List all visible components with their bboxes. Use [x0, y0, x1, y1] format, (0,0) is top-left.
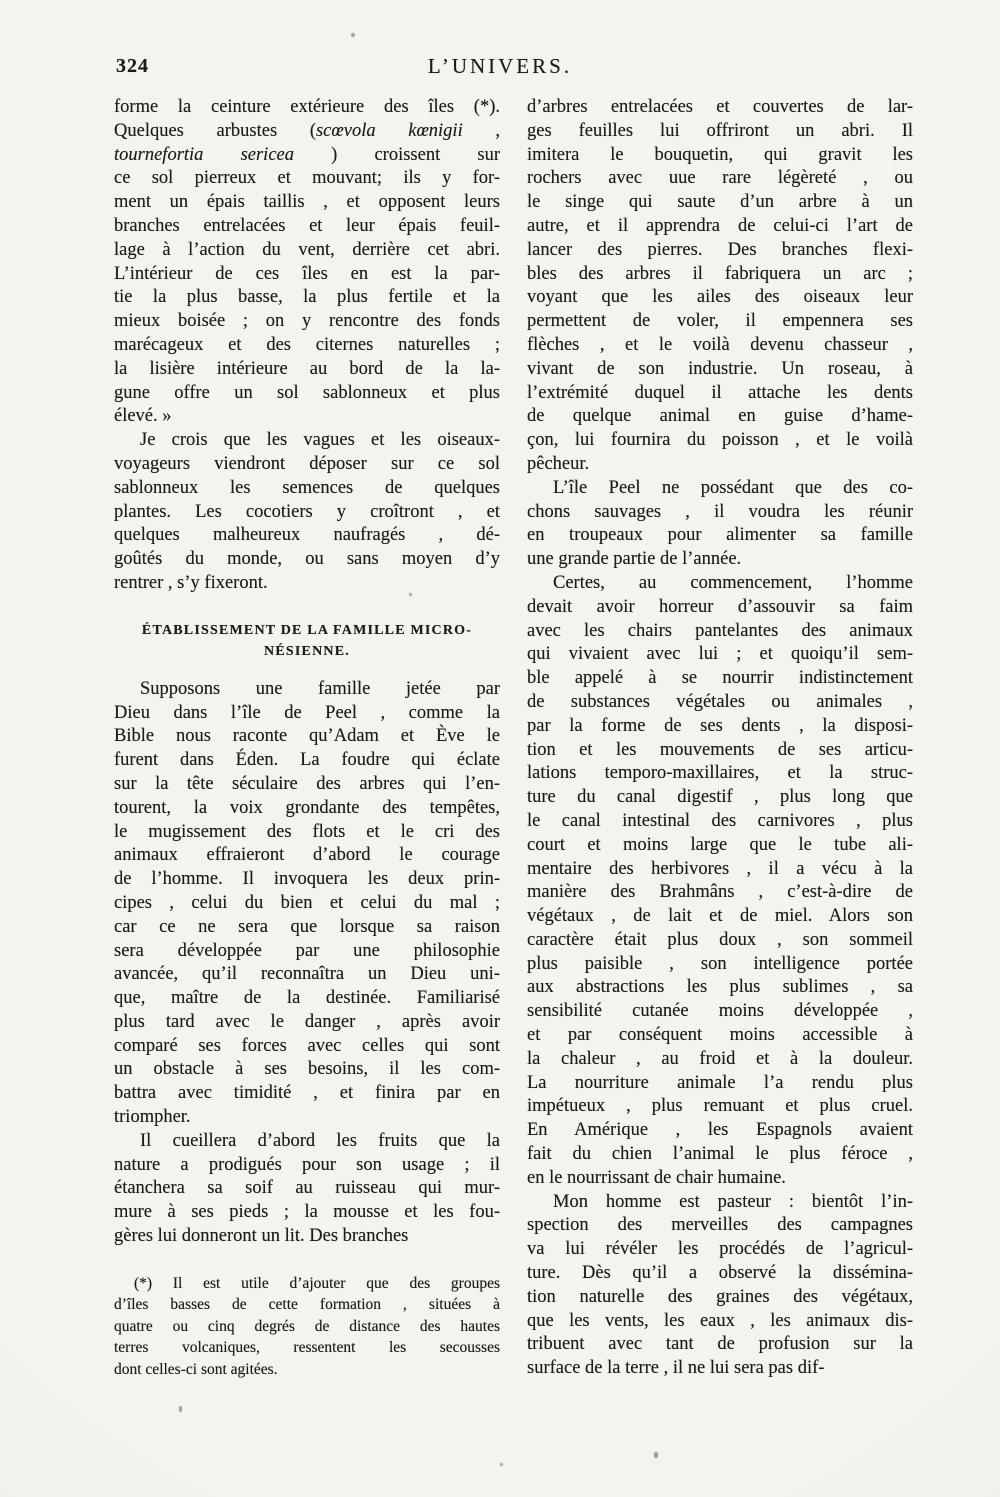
text-line: battra avec timidité , et finira par en	[114, 1083, 500, 1104]
text-line: court et moins large que le tube ali-	[527, 834, 913, 855]
heading-line: NÉSIENNE.	[264, 643, 350, 659]
text-line: sensibilité cutanée moins développée ,	[527, 1001, 913, 1022]
text-line: et par conséquent moins accessible à	[527, 1025, 913, 1046]
text-line: rochers avec uue rare légèreté , ou	[527, 168, 913, 189]
text-line: devait avoir horreur d’assouvir sa faim	[527, 596, 913, 617]
text-line: goûtés du monde, ou sans moyen d’y	[114, 549, 500, 570]
text-line: un obstacle à ses besoins, il les com-	[114, 1059, 500, 1080]
paragraph	[527, 96, 913, 477]
text-line: que, maître de la destinée. Familiarisé	[114, 988, 500, 1009]
text-line: Bible nous raconte qu’Adam et Ève le	[114, 726, 500, 747]
text-line: ges feuilles lui offriront un abri. Il	[527, 120, 913, 141]
text-line: voyageurs viendront déposer sur ce sol	[114, 453, 500, 474]
text-line: comparé ses forces avec celles qui sont	[114, 1035, 500, 1056]
text-line: çon, lui fournira du poisson , et le voilà	[527, 430, 913, 451]
text-line: plus paisible , son intelligence portée	[527, 953, 913, 974]
text-line: que les vents, les eaux , les animaux dis-	[527, 1310, 913, 1331]
text-line: qui vivaient avec lui ; et quoiqu’il sem-	[527, 644, 913, 665]
text-line: d’îles basses de cette formation , situées à	[114, 1296, 500, 1314]
text-line: forme la ceinture extérieure des îles (*).	[114, 97, 500, 117]
text-line: voyant que les ailes des oiseaux leur	[527, 287, 913, 308]
text-line: sur la tête séculaire des arbres qui l’en-	[114, 773, 500, 794]
text-line: lancer des pierres. Des branches flexi-	[527, 239, 913, 260]
text-line: plus tard avec le danger , après avoir	[114, 1011, 500, 1032]
text-line: spection des merveilles des campagnes	[527, 1215, 913, 1236]
text-line: tie la plus basse, la plus fertile et la	[114, 287, 500, 308]
text-line: gune offre un sol sablonneux et plus	[114, 382, 500, 403]
text-line: tournefortia sericea ) croissent sur	[114, 144, 500, 165]
paragraph	[114, 1130, 500, 1249]
text-line: la chaleur , au froid et à la douleur.	[527, 1048, 913, 1069]
text-line: quelques malheureux naufragés , dé-	[114, 525, 500, 546]
scan-speck	[351, 33, 355, 37]
text-line: L’intérieur de ces îles en est la par-	[114, 263, 500, 284]
page-header	[0, 54, 1000, 84]
text-line: triompher.	[114, 1107, 191, 1128]
paragraph	[114, 96, 500, 429]
text-line: Supposons une famille jetée par	[140, 678, 500, 699]
text-line: végétaux , de lait et de miel. Alors son	[527, 906, 913, 927]
text-line: ble appelé à se nourrir indistinctement	[527, 668, 913, 689]
text-line: (*) Il est utile d’ajouter que des groupes	[134, 1274, 500, 1292]
text-line: pêcheur.	[527, 453, 590, 474]
text-line: Je crois que les vagues et les oiseaux-	[140, 430, 500, 451]
text-line: L’île Peel ne possédant que des co-	[553, 477, 913, 498]
text-line: permettent de voler, il empennera ses	[527, 311, 913, 332]
left-column	[114, 96, 500, 1380]
text-line: cipes , celui du bien et celui du mal ;	[114, 892, 500, 913]
text-line: lations temporo-maxillaires, et la struc-	[527, 763, 913, 784]
text-line: manière des Brahmâns , c’est-à-dire de	[527, 882, 913, 903]
text-line: ture. Dès qu’il a observé la dissémina-	[527, 1263, 913, 1284]
text-line: mieux boisée ; on y rencontre des fonds	[114, 311, 500, 332]
text-line: aux abstractions les plus sublimes , sa	[527, 977, 913, 998]
text-line: d’arbres entrelacées et couvertes de lar-	[527, 97, 913, 117]
text-line: branches entrelacées et leur épais feuil-	[114, 215, 500, 236]
text-line: tion naturelle des graines des végétaux,	[527, 1286, 913, 1307]
text-line: Il cueillera d’abord les fruits que la	[140, 1130, 500, 1151]
text-line: rentrer , s’y fixeront.	[114, 572, 268, 593]
text-line: Quelques arbustes (scœvola kœnigii ,	[114, 120, 501, 141]
text-line: de l’homme. Il invoquera les deux prin-	[114, 869, 500, 890]
text-line: mentaire des herbivores , il a vécu à la	[527, 858, 913, 879]
text-line: quatre ou cinq degrés de distance des hautes	[114, 1317, 500, 1335]
text-line: Mon homme est pasteur : bientôt l’in-	[553, 1191, 913, 1212]
text-line: sablonneux les semences de quelques	[114, 477, 500, 498]
text-line: le mugissement des flots et le cri des	[114, 821, 500, 842]
text-line: surface de la terre , il ne lui sera pas dif-	[527, 1358, 825, 1379]
running-title: L’UNIVERS.	[427, 54, 573, 78]
text-line: Dieu dans l’île de Peel , comme la	[114, 702, 500, 723]
paragraph	[114, 429, 500, 596]
text-line: étanchera sa soif au ruisseau qui mur-	[114, 1178, 500, 1199]
paragraph	[527, 477, 913, 572]
text-line: plantes. Les cocotiers y croîtront , et	[114, 501, 500, 522]
text-line: de substances végétales ou animales ,	[527, 691, 913, 712]
text-line: flèches , et le voilà devenu chasseur ,	[527, 334, 913, 355]
text-line: l’extrémité duquel il attache les dents	[527, 382, 913, 403]
text-line: le canal intestinal des carnivores , plus	[527, 810, 913, 831]
text-line: furent dans Éden. La foudre qui éclate	[114, 750, 500, 771]
text-line: car ce ne sera que lorsque sa raison	[114, 916, 500, 937]
text-line: en troupeaux pour alimenter sa famille	[527, 525, 913, 546]
text-line: chons sauvages , il voudra les réunir	[527, 501, 913, 522]
text-line: impétueux , plus remuant et plus cruel.	[527, 1096, 913, 1117]
text-line: tion et les mouvements de ses articu-	[527, 739, 913, 760]
footnote	[114, 1273, 500, 1381]
right-column	[527, 96, 913, 1381]
text-line: fait du chien l’animal le plus féroce ,	[527, 1144, 913, 1165]
text-line: mure à ses pieds ; la mousse et les fou-	[114, 1202, 500, 1223]
text-line: La nourriture animale l’a rendu plus	[527, 1072, 913, 1093]
scan-speck	[654, 1452, 658, 1458]
text-line: gères lui donneront un lit. Des branches	[114, 1226, 409, 1247]
text-line: nature a prodigués pour son usage ; il	[114, 1154, 500, 1175]
text-line: En Amérique , les Espagnols avaient	[527, 1120, 913, 1141]
section-heading	[118, 620, 496, 662]
text-line: le singe qui saute d’un arbre à un	[527, 192, 913, 213]
text-line: bles des arbres il fabriquera un arc ;	[527, 263, 913, 284]
text-line: tourent, la voix grondante des tempêtes,	[114, 797, 500, 818]
text-line: ture du canal digestif , plus long que	[527, 787, 913, 808]
text-line: autre, et il apprendra de celui-ci l’art de	[527, 215, 913, 236]
text-line: dont celles-ci sont agitées.	[114, 1360, 278, 1378]
text-line: Certes, au commencement, l’homme	[553, 572, 913, 593]
text-line: une grande partie de l’année.	[527, 549, 742, 570]
text-line: avancée, qu’il reconnaîtra un Dieu uni-	[114, 964, 500, 985]
text-line: par la forme de ses dents , la disposi-	[527, 715, 913, 736]
text-line: élevé. »	[114, 406, 172, 427]
text-line: ce sol pierreux et mouvant; ils y for-	[114, 168, 500, 189]
text-line: terres volcaniques, ressentent les secousses	[114, 1339, 500, 1357]
text-line: sera développée par une philosophie	[114, 940, 500, 961]
scan-speck	[500, 1463, 503, 1466]
text-line: ment un épais taillis , et opposent leurs	[114, 192, 500, 213]
scan-speck	[179, 1406, 182, 1412]
text-line: vivant de son industrie. Un roseau, à	[527, 358, 913, 379]
text-line: imitera le bouquetin, qui gravit les	[527, 144, 913, 165]
text-line: avec les chairs pantelantes des animaux	[527, 620, 913, 641]
scan-speck	[409, 593, 412, 596]
text-line: marécageux et des citernes naturelles ;	[114, 334, 500, 355]
text-line: lage à l’action du vent, derrière cet abri.	[114, 239, 500, 260]
text-line: de quelque animal en guise d’hame-	[527, 406, 913, 427]
heading-line: ÉTABLISSEMENT DE LA FAMILLE MICRO-	[141, 622, 473, 638]
text-line: animaux effraieront d’abord le courage	[114, 845, 500, 866]
text-line: caractère était plus doux , son sommeil	[527, 929, 913, 950]
text-line: en le nourrissant de chair humaine.	[527, 1167, 786, 1188]
paragraph	[114, 678, 500, 1130]
text-line: va lui révéler les procédés de l’agricul-	[527, 1239, 913, 1260]
page-number: 324	[116, 55, 149, 77]
paragraph	[527, 572, 913, 1191]
paragraph	[527, 1191, 913, 1381]
text-line: tribuent avec tant de profusion sur la	[527, 1334, 913, 1355]
text-line: la lisière intérieure au bord de la la-	[114, 358, 500, 379]
